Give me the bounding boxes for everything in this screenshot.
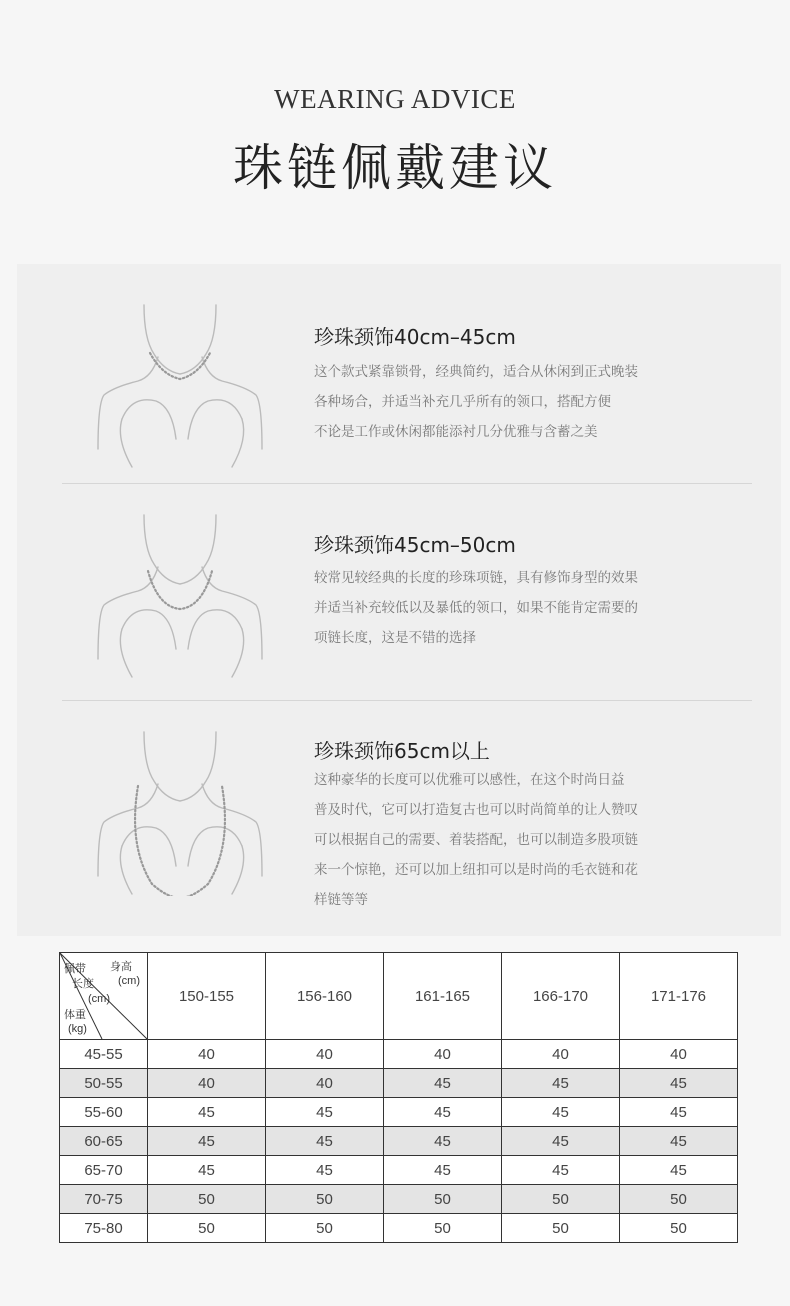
corner-label-height-unit: (cm) [118, 975, 140, 987]
row-label: 50-55 [60, 1069, 148, 1098]
page-title: 珠链佩戴建议 [233, 139, 557, 197]
table-cell: 45 [266, 1098, 384, 1127]
table-cell: 45 [620, 1098, 738, 1127]
corner-label-wear: 佩带 [64, 963, 86, 975]
table-cell: 40 [502, 1040, 620, 1069]
table-cell: 45 [620, 1127, 738, 1156]
item-description [314, 357, 714, 447]
table-cell: 40 [266, 1040, 384, 1069]
table-cell: 50 [620, 1214, 738, 1243]
column-header: 166-170 [502, 953, 620, 1040]
table-row [60, 1185, 738, 1214]
table-cell: 50 [266, 1214, 384, 1243]
table-row [60, 1156, 738, 1185]
item-description [314, 765, 714, 915]
table-cell: 45 [266, 1127, 384, 1156]
description-line: 来一个惊艳，还可以加上纽扣可以是时尚的毛衣链和花 [314, 862, 638, 878]
table-cell: 45 [384, 1069, 502, 1098]
table-cell: 40 [620, 1040, 738, 1069]
table-cell: 45 [620, 1156, 738, 1185]
table-cell: 50 [384, 1214, 502, 1243]
table-header-row [60, 953, 738, 1040]
divider [62, 700, 752, 701]
table-cell: 45 [266, 1156, 384, 1185]
row-label: 70-75 [60, 1185, 148, 1214]
english-title: WEARING ADVICE [274, 84, 516, 114]
corner-label-kg: (kg) [68, 1023, 87, 1035]
row-label: 55-60 [60, 1098, 148, 1127]
table-cell: 40 [266, 1069, 384, 1098]
bust-illustration-short-icon [92, 299, 272, 469]
column-header: 161-165 [384, 953, 502, 1040]
corner-cell [60, 953, 148, 1040]
corner-label-length: 长度 [72, 978, 94, 990]
table-row [60, 1127, 738, 1156]
table-cell: 45 [502, 1127, 620, 1156]
row-label: 60-65 [60, 1127, 148, 1156]
table-row [60, 1040, 738, 1069]
table-cell: 45 [148, 1127, 266, 1156]
description-line: 这个款式紧靠锁骨，经典简约，适合从休闲到正式晚装 [314, 364, 638, 380]
column-header: 171-176 [620, 953, 738, 1040]
table-cell: 50 [620, 1185, 738, 1214]
table-cell: 50 [384, 1185, 502, 1214]
table-cell: 50 [502, 1185, 620, 1214]
table-cell: 50 [148, 1214, 266, 1243]
corner-label-cm: (cm) [88, 993, 110, 1005]
size-table [59, 952, 738, 1243]
table-cell: 50 [266, 1185, 384, 1214]
description-line: 普及时代，它可以打造复古也可以时尚简单的让人赞叹 [314, 802, 638, 818]
row-label: 75-80 [60, 1214, 148, 1243]
item-description [314, 563, 714, 653]
bust-illustration-medium-icon [92, 509, 272, 679]
table-cell: 40 [384, 1040, 502, 1069]
table-cell: 45 [384, 1127, 502, 1156]
item-title: 珍珠颈饰40cm–45cm [314, 325, 516, 349]
table-cell: 45 [384, 1098, 502, 1127]
table-cell: 40 [148, 1069, 266, 1098]
description-line: 这种豪华的长度可以优雅可以感性，在这个时尚日益 [314, 772, 625, 788]
row-label: 65-70 [60, 1156, 148, 1185]
table-cell: 45 [502, 1156, 620, 1185]
item-title: 珍珠颈饰45cm–50cm [314, 533, 516, 557]
table-cell: 45 [148, 1156, 266, 1185]
table-cell: 45 [502, 1098, 620, 1127]
table-cell: 50 [148, 1185, 266, 1214]
bust-illustration-long-icon [92, 726, 272, 896]
description-line: 并适当补充较低以及暴低的领口，如果不能肯定需要的 [314, 600, 638, 616]
description-line: 样链等等 [314, 892, 368, 908]
column-header: 156-160 [266, 953, 384, 1040]
description-line: 较常见较经典的长度的珍珠项链，具有修饰身型的效果 [314, 570, 638, 586]
description-line: 各种场合，并适当补充几乎所有的领口，搭配方便 [314, 394, 611, 410]
header [0, 0, 790, 262]
description-line: 项链长度，这是不错的选择 [314, 630, 476, 646]
column-header: 150-155 [148, 953, 266, 1040]
item-title: 珍珠颈饰65cm以上 [314, 739, 490, 763]
description-line: 可以根据自己的需要、着装搭配，也可以制造多股项链 [314, 832, 638, 848]
table-row [60, 1069, 738, 1098]
table-cell: 45 [148, 1098, 266, 1127]
advice-panel [17, 264, 781, 936]
table-cell: 50 [502, 1214, 620, 1243]
table-row [60, 1098, 738, 1127]
description-line: 不论是工作或休闲都能添衬几分优雅与含蓄之美 [314, 424, 598, 440]
table-cell: 45 [620, 1069, 738, 1098]
table-cell: 45 [384, 1156, 502, 1185]
table-row [60, 1214, 738, 1243]
divider [62, 483, 752, 484]
table-cell: 45 [502, 1069, 620, 1098]
table-cell: 40 [148, 1040, 266, 1069]
corner-label-height: 身高 [110, 961, 132, 973]
row-label: 45-55 [60, 1040, 148, 1069]
size-chart [59, 952, 738, 1243]
corner-label-weight: 体重 [64, 1009, 86, 1021]
